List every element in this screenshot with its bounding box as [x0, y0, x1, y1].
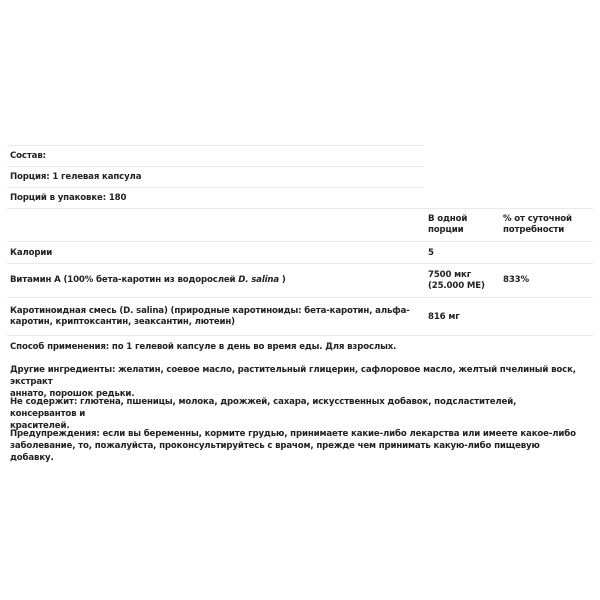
species-name: D. salina	[238, 275, 280, 285]
table-row-vitamin-a	[7, 263, 593, 297]
table-row-carotenoid-mix	[7, 297, 593, 335]
composition-label: Состав:	[10, 151, 46, 161]
amount-line2: (25.000 МЕ)	[428, 281, 485, 291]
usage-instructions: Способ применения: по 1 гелевой капсуле в день во время еды. Для взрослых.	[10, 342, 397, 352]
nutrient-amount	[428, 270, 485, 292]
info-row-servings-per-container	[7, 187, 424, 208]
name-line1: Каротиноидная смесь (D. salina) (природные каротиноиды: бета-каротин, альфа-	[10, 306, 410, 316]
name-line2: каротин, криптоксантин, зеаксантин, лютеин)	[10, 317, 235, 327]
table-bottom-border	[7, 335, 593, 336]
info-row-serving-size	[7, 166, 424, 187]
nutrient-name: Калории	[10, 248, 53, 258]
serving-size-label: Порция: 1 гелевая капсула	[10, 172, 142, 182]
nutrient-amount: 816 мг	[428, 312, 460, 322]
nutrient-name: Витамин А (100% бета-каротин из водорослей D. salina )	[10, 275, 286, 285]
nutrient-amount: 5	[428, 248, 434, 258]
nutrient-name	[10, 306, 410, 328]
warnings: Предупреждения: если вы беременны, кормите грудью, принимаете какие-либо лекарства или имеете какое-либо заболевание, то, пожалуйста, проконсультируйтесь с врачом, прежде чем принимать какую-либо пищевую добавку.	[10, 429, 576, 463]
header-per-serving-line2: порции	[428, 225, 464, 235]
table-header-row	[7, 208, 593, 241]
nutrient-daily-value: 833%	[503, 275, 529, 285]
header-daily-value-line2: потребности	[503, 225, 565, 235]
header-daily-value-line1: % от суточной	[503, 214, 572, 224]
header-per-serving-line1: В одной	[428, 214, 468, 224]
servings-per-container-label: Порций в упаковке: 180	[10, 193, 127, 203]
header-per-serving	[428, 214, 467, 236]
info-row-composition	[7, 145, 424, 166]
header-daily-value	[503, 214, 572, 236]
table-row-calories	[7, 241, 593, 263]
free-from: Не содержит: глютена, пшеницы, молока, дрожжей, сахара, искусственных добавок, подсластителей, консервантов и красителей.	[10, 397, 517, 431]
other-ingredients: Другие ингредиенты: желатин, соевое масло, растительный глицерин, сафлоровое масло, желтый пчелиный воск, экстракт аннато, порошок редьки.	[10, 365, 576, 399]
amount-line1: 7500 мкг	[428, 270, 472, 280]
